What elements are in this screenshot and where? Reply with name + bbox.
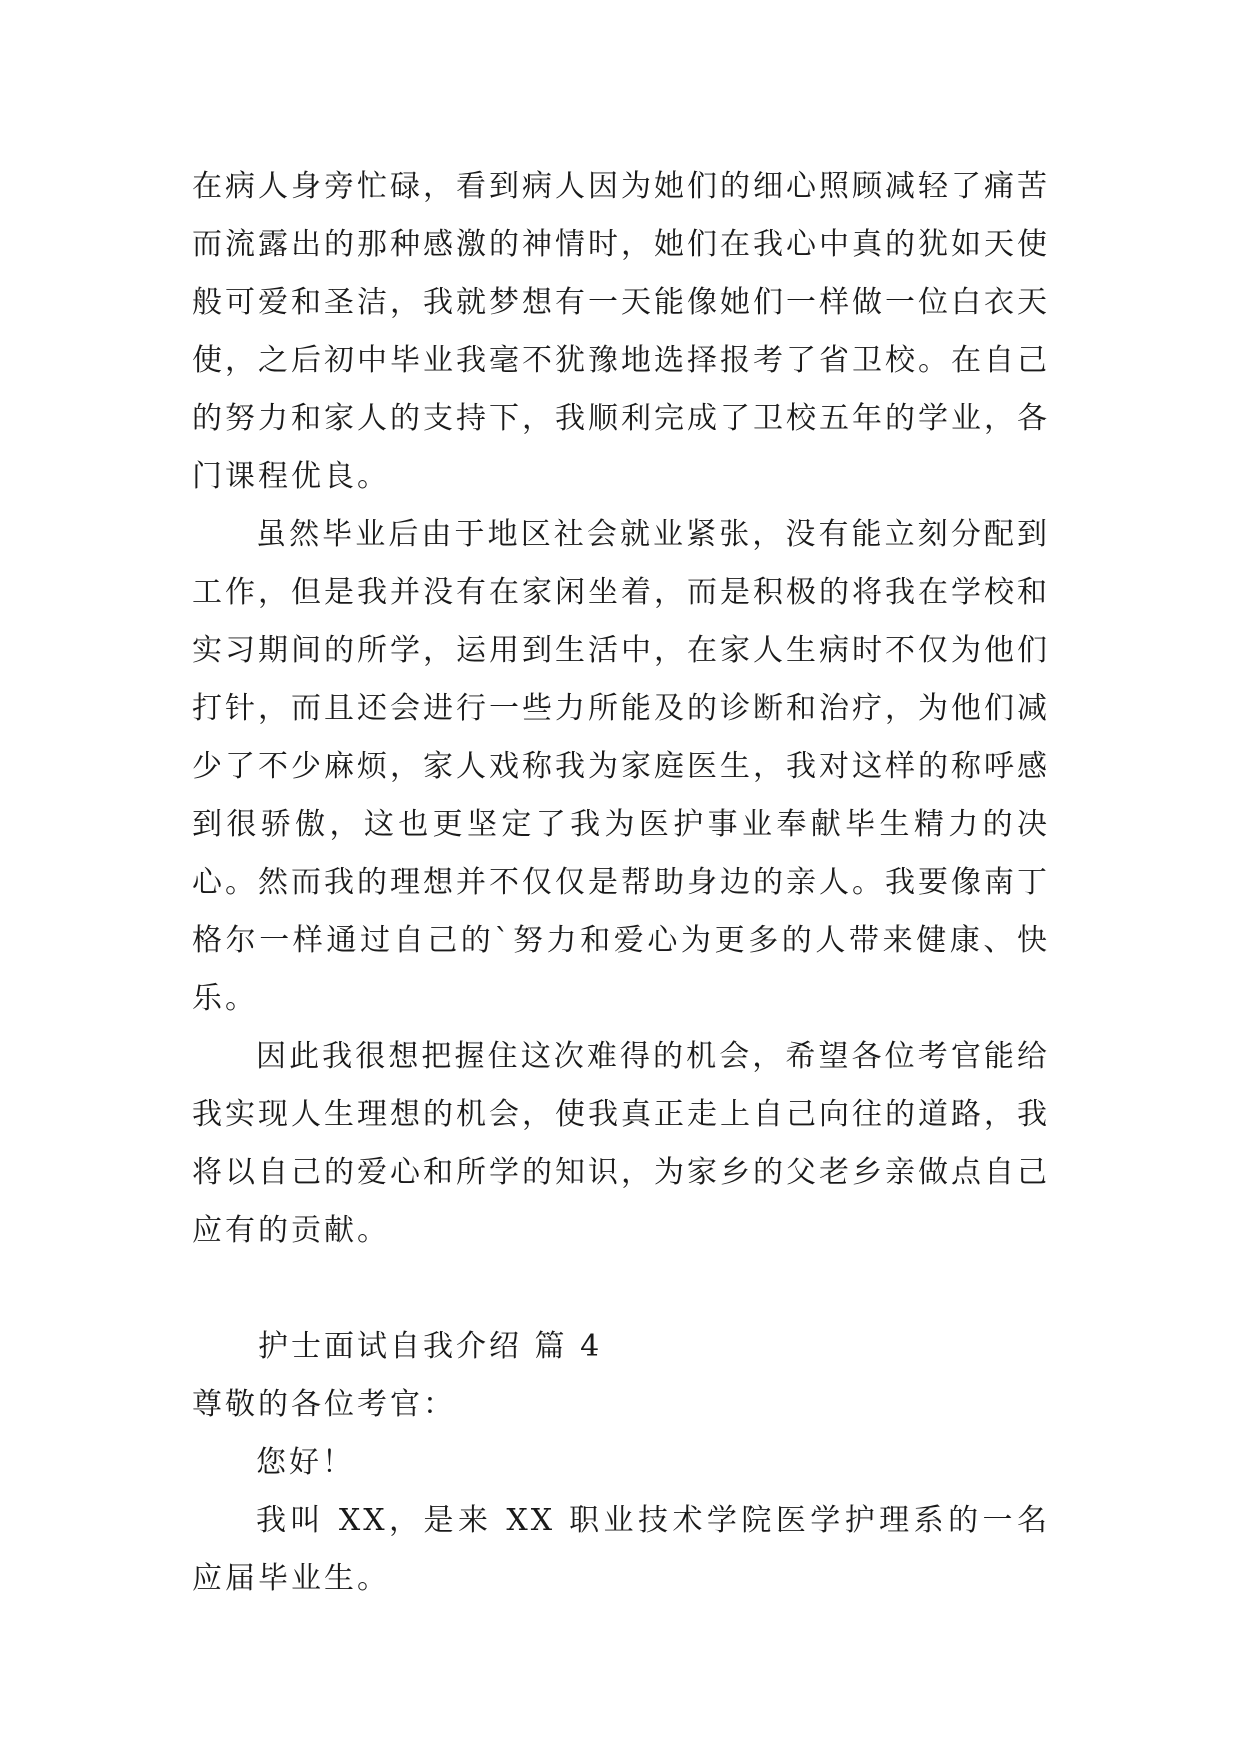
paragraph-intro: 我叫 XX，是来 XX 职业技术学院医学护理系的一名应届毕业生。 (192, 1503, 1050, 1596)
greeting: 您好！ (256, 1445, 355, 1480)
salutation: 尊敬的各位考官： (192, 1387, 456, 1422)
paragraph-continued: 在病人身旁忙碌，看到病人因为她们的细心照顾减轻了痛苦而流露出的那种感激的神情时，她们在我心中真的犹如天使般可爱和圣洁，我就梦想有一天能像她们一样做一位白衣天使，之后初中毕业我毫不犹豫地选择报考了省卫校。在自己的努力和家人的支持下，我顺利完成了卫校五年的学业，各门课程优良。 (192, 169, 1050, 494)
paragraph-closing: 因此我很想把握住这次难得的机会，希望各位考官能给我实现人生理想的机会，使我真正走上自己向往的道路，我将以自己的爱心和所学的知识，为家乡的父老乡亲做点自己应有的贡献。 (192, 1039, 1050, 1248)
paragraph-employment: 虽然毕业后由于地区社会就业紧张，没有能立刻分配到工作，但是我并没有在家闲坐着，而是积极的将我在学校和实习期间的所学，运用到生活中，在家人生病时不仅为他们打针，而且还会进行一些力所能及的诊断和治疗，为他们减少了不少麻烦，家人戏称我为家庭医生，我对这样的称呼感到很骄傲，这也更坚定了我为医护事业奉献毕生精力的决心。然而我的理想并不仅仅是帮助身边的亲人。我要像南丁格尔一样通过自己的`努力和爱心为更多的人带来健康、快乐。 (192, 517, 1050, 1016)
section-title: 护士面试自我介绍 篇 4 (258, 1329, 603, 1364)
document-body (192, 158, 1050, 1608)
